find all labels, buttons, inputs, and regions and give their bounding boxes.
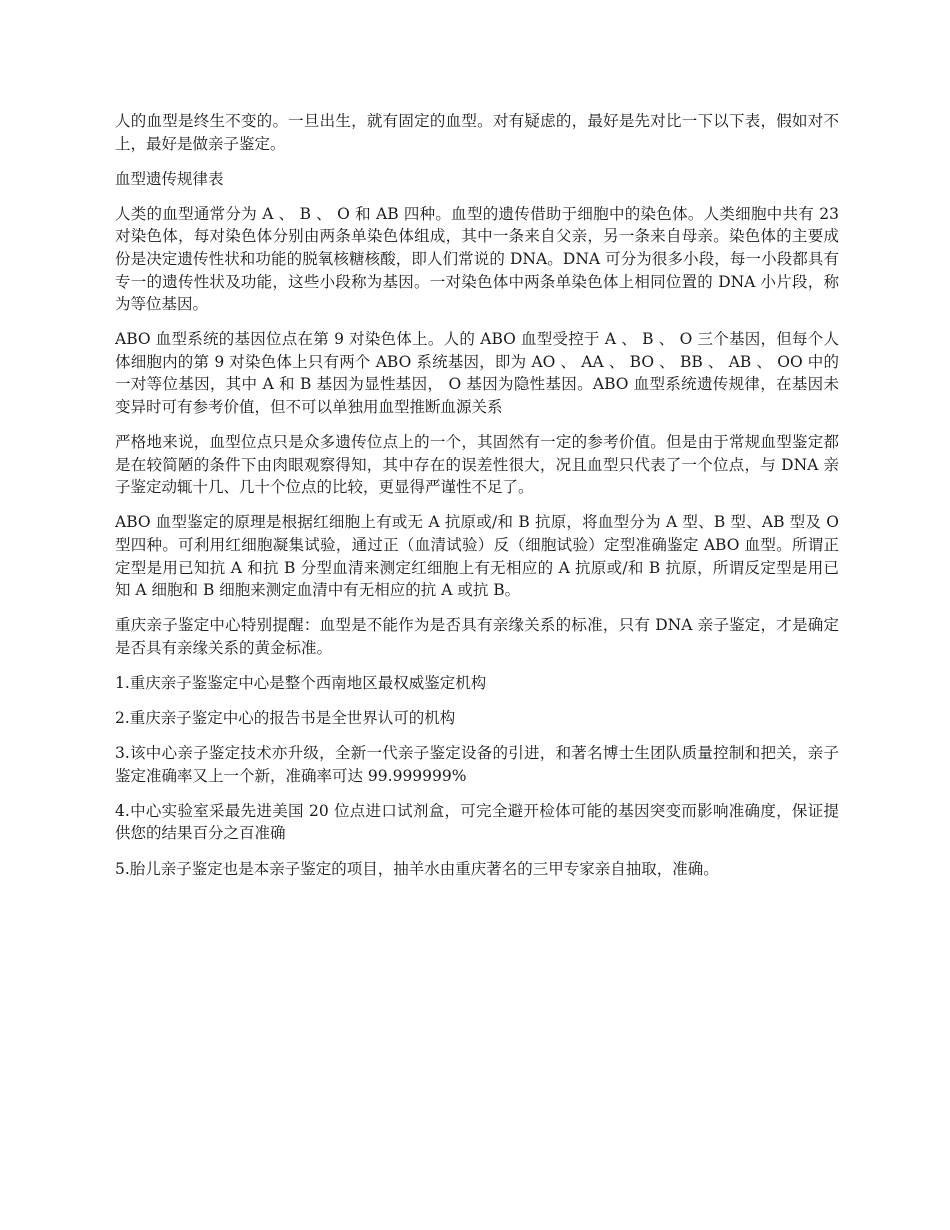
list-item-3: 3.该中心亲子鉴定技术亦升级，全新一代亲子鉴定设备的引进，和著名博士生团队质量控制和把关，亲子鉴定准确率又上一个新，准确率可达 99.999999% — [115, 744, 839, 785]
list-item-1: 1.重庆亲子鉴鉴定中心是整个西南地区最权威鉴定机构 — [115, 673, 487, 692]
abo-gene-paragraph: ABO 血型系统的基因位点在第 9 对染色体上。人的 ABO 血型受控于 A 、 B 、 O 三个基因，但每个人体细胞内的第 9 对染色体上只有两个 ABO 系统基因，即为 AO 、 AA 、 BO 、 BB 、 AB 、 OO 中的一对等位基因，其中 A 和 B 基因为显性基因， O 基因为隐性基因。ABO 血型系统遗传规律，在基因未变异时可有参考价值，但不可以单独用血型推断血源关系 — [115, 330, 839, 417]
abo-principle-paragraph: ABO 血型鉴定的原理是根据红细胞上有或无 A 抗原或/和 B 抗原，将血型分为 A 型、B 型、AB 型及 O 型四种。可利用红细胞凝集试验，通过正（血清试验）反（细胞试验）定型准确鉴定 ABO 血型。所谓正定型是用已知抗 A 和抗 B 分型血清来测定红细胞上有无相应的 A 抗原或/和 B 抗原，所谓反定型是用已知 A 细胞和 B 细胞来测定血清中有无相应的抗 A 或抗 B。 — [115, 513, 839, 600]
blood-type-paragraph: 人类的血型通常分为 A 、 B 、 O 和 AB 四种。血型的遗传借助于细胞中的染色体。人类细胞中共有 23 对染色体，每对染色体分别由两条单染色体组成，其中一条来自父亲，另一条来自母亲。染色体的主要成份是决定遗传性状和功能的脱氧核糖核酸，即人们常说的 DNA。DNA 可分为很多小段，每一小段都具有专一的遗传性状及功能，这些小段称为基因。一对染色体中两条单染色体上相同位置的 DNA 小片段，称为等位基因。 — [115, 204, 839, 314]
section-heading: 血型遗传规律表 — [115, 169, 224, 188]
strictness-paragraph: 严格地来说，血型位点只是众多遗传位点上的一个，其固然有一定的参考价值。但是由于常规血型鉴定都是在较简陋的条件下由肉眼观察得知，其中存在的误差性很大，况且血型只代表了一个位点，与 DNA 亲子鉴定动辄十几、几十个位点的比较，更显得严谨性不足了。 — [115, 433, 839, 497]
list-item-5: 5.胎儿亲子鉴定也是本亲子鉴定的项目，抽羊水由重庆著名的三甲专家亲自抽取，准确。 — [115, 859, 719, 878]
document-page — [115, 110, 839, 893]
reminder-paragraph: 重庆亲子鉴定中心特别提醒：血型是不能作为是否具有亲缘关系的标准，只有 DNA 亲子鉴定，才是确定是否具有亲缘关系的黄金标准。 — [115, 616, 839, 657]
intro-paragraph: 人的血型是终生不变的。一旦出生，就有固定的血型。对有疑虑的，最好是先对比一下以下表，假如对不上，最好是做亲子鉴定。 — [115, 112, 839, 153]
list-item-2: 2.重庆亲子鉴定中心的报告书是全世界认可的机构 — [115, 709, 456, 728]
list-item-4: 4.中心实验室采最先进美国 20 位点进口试剂盒，可完全避开检体可能的基因突变而影响准确度，保证提供您的结果百分之百准确 — [115, 801, 839, 843]
